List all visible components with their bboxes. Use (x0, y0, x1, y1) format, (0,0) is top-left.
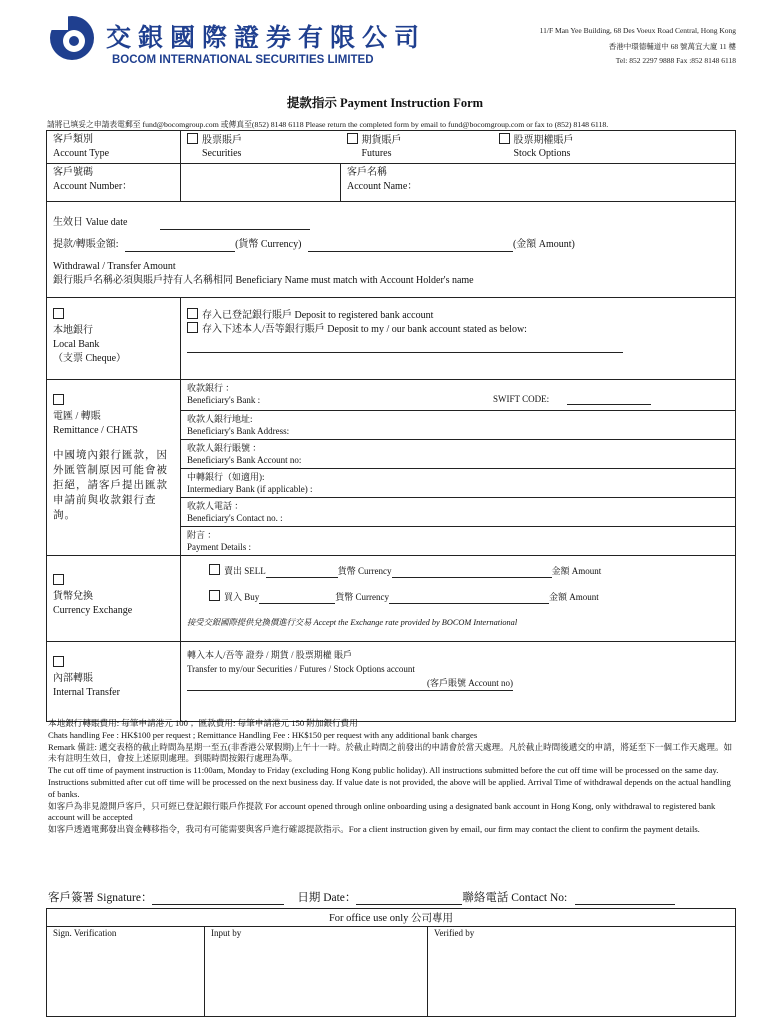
buy-currency-field[interactable] (389, 603, 549, 604)
registered-account-checkbox[interactable] (187, 308, 198, 319)
input-by-label: Input by (211, 928, 242, 938)
brand-name-english: BOCOM INTERNATIONAL SECURITIES LIMITED (112, 54, 374, 66)
email-instruction-note: 如客戶透過電郵發出資金轉移指令，我司有可能需要與客戶進行確認提款指示。For a client instruction given by email, our firm may contact the client to confirm the payment details. (48, 824, 700, 835)
sell-field[interactable] (266, 577, 338, 578)
remittance-label-cn: 電匯 / 轉賬 (53, 411, 101, 422)
stated-account-checkbox[interactable] (187, 322, 198, 333)
verified-by-label: Verified by (434, 928, 475, 938)
buy-label: 買入 Buy (224, 592, 260, 602)
currency-label: (貨幣 Currency) (235, 239, 302, 250)
buy-checkbox[interactable] (209, 590, 220, 601)
beneficiary-name-note: 銀行賬戶名稱必須與賬戶持有人名稱相同 Beneficiary Name must match with Account Holder's name (53, 275, 474, 286)
stock-options-label-en: Stock Options (513, 148, 571, 159)
payment-instruction-table (46, 130, 736, 722)
internal-account-label: (客戶賬號 Account no) (427, 676, 513, 691)
office-use-title: For office use only 公司專用 (47, 909, 736, 927)
futures-label-en: Futures (361, 148, 392, 159)
account-number-label-cn: 客戶號碼 (53, 167, 93, 178)
swift-code-field[interactable] (567, 394, 651, 405)
contact-label-en: Beneficiary's Contact no. : (187, 513, 283, 523)
amount-field[interactable] (308, 251, 513, 252)
internal-transfer-label-cn: 內部轉賬 (53, 673, 93, 684)
bocom-logo-icon (48, 14, 96, 62)
currency-field[interactable] (125, 251, 235, 252)
account-number-label-en: Account Number： (53, 181, 133, 192)
beneficiary-bank-label-cn: 收款銀行 ： (187, 383, 235, 393)
remarks-notes (48, 718, 738, 836)
accept-rate-note: 接受交銀國際提供兌換價進行交易 Accept the Exchange rate provided by BOCOM International (187, 618, 518, 627)
withdrawal-amount-label: Withdrawal / Transfer Amount (53, 261, 176, 272)
currency-exchange-label-en: Currency Exchange (53, 605, 133, 616)
currency-exchange-label-cn: 貨幣兌換 (53, 591, 93, 602)
cutoff-remark-en: The cut off time of payment instruction is 11:00am, Monday to Friday (excluding Hong Kong public holiday). All instructions submitted before the cut off time will be processed on the same day. Instructions submitted after cut off time will be processed on the next business day. If value date is not provided, the above will be applied. Arrival Time of withdrawal depends on the actual handling of banks. (48, 765, 731, 799)
contact-numbers: Tel: 852 2297 9888 Fax :852 8148 6118 (615, 56, 736, 65)
futures-label-cn: 期貨賬戶 (361, 135, 402, 146)
buy-currency-label: 貨幣 Currency (335, 592, 390, 602)
contact-label: 聯絡電話 Contact No: (462, 892, 568, 904)
buy-amount-label: 金額 Amount (549, 592, 599, 602)
securities-checkbox[interactable] (187, 133, 198, 144)
transfer-to-label-en: Transfer to my/our Securities / Futures / Stock Options account (187, 664, 415, 674)
bank-account-label-cn: 收款人銀行賬號 ： (187, 443, 262, 453)
transfer-to-label-cn: 轉入本人/吾等 證券 / 期貨 / 股票期權 賬戶 (187, 650, 353, 660)
contact-field[interactable] (575, 904, 675, 905)
sell-amount-label: 金額 Amount (551, 566, 602, 576)
sell-currency-label: 貨幣 Currency (337, 566, 392, 576)
input-by-cell (205, 927, 428, 1017)
sell-checkbox[interactable] (209, 564, 220, 575)
account-type-label-cn: 客戶類別 (53, 134, 93, 145)
account-number-field[interactable] (181, 164, 341, 202)
futures-checkbox[interactable] (347, 133, 358, 144)
local-fee-note: 本地銀行轉賬費用: 每筆申請港元 100 ；匯款費用: 每筆申請港元 150 附加銀行費用 (48, 718, 358, 728)
account-name-label-cn: 客戶名稱 (347, 167, 387, 178)
payment-details-label-cn: 附言 ： (187, 530, 217, 540)
buy-field[interactable] (259, 603, 335, 604)
chats-fee-note: Chats handling Fee : HK$100 per request ; Remittance Handling Fee : HK$150 per request with any additional bank charges (48, 729, 478, 740)
online-onboarding-note: 如客戶為非見證開戶客戶，只可經已登記銀行賬戶作提款 For account opened through online onboarding using a designated bank account in Hong Kong, only withdrawal to registered bank account will be accepted (48, 800, 716, 823)
remittance-checkbox[interactable] (53, 394, 64, 405)
stock-options-label-cn: 股票期權賬戶 (513, 135, 574, 146)
payment-details-label-en: Payment Details : (187, 542, 251, 552)
bank-account-label-en: Beneficiary's Bank Account no: (187, 455, 302, 465)
account-name-label-en: Account Name： (347, 181, 418, 192)
internal-transfer-checkbox[interactable] (53, 656, 64, 667)
bank-address-label-en: Beneficiary's Bank Address: (187, 426, 290, 436)
contact-label-cn: 收款人電話 ： (187, 501, 244, 511)
address-chinese: 香港中環德輔道中 68 號萬宜大廈 11 樓 (608, 42, 736, 51)
value-date-label: 生效日 Value date (53, 217, 128, 228)
bank-account-line-field[interactable] (187, 336, 623, 353)
signature-row (48, 889, 675, 905)
transfer-amount-label: 提款/轉賬金額: (53, 239, 119, 250)
form-title: 提款指示 Payment Instruction Form (286, 96, 484, 110)
deposit-stated-label: 存入下述本人/吾等銀行賬戶 Deposit to my / our bank account stated as below: (202, 324, 527, 335)
local-bank-checkbox[interactable] (53, 308, 64, 319)
local-bank-label-cn: 本地銀行 (53, 325, 93, 336)
amount-label: (金額 Amount) (512, 239, 575, 250)
sell-label: 賣出 SELL (224, 566, 266, 576)
submission-instruction: 請將已填妥之申請表電郵至 fund@bocomgroup.com 或傳真至(852) 8148 6118 Please return the completed form by email to fund@bocomgroup.com or fax to (852) 8148 6118. (47, 120, 609, 129)
value-date-field[interactable] (160, 229, 310, 230)
intermediary-bank-label-cn: 中轉銀行（如適用): (187, 472, 265, 482)
local-bank-label-en: Local Bank (53, 339, 100, 350)
cheque-label: （支票 Cheque） (53, 353, 127, 364)
account-type-label-en: Account Type (53, 148, 110, 159)
intermediary-bank-label-en: Intermediary Bank (if applicable) : (187, 484, 313, 494)
sign-verification-cell (47, 927, 205, 1017)
bank-address-label-cn: 收款人銀行地址: (187, 414, 253, 424)
brand-name-chinese: 交銀國際證券有限公司 (106, 23, 427, 52)
internal-transfer-label-en: Internal Transfer (53, 687, 120, 698)
swift-code-label: SWIFT CODE: (493, 394, 550, 404)
securities-label-en: Securities (202, 148, 242, 159)
beneficiary-bank-label-en: Beneficiary's Bank : (187, 395, 261, 405)
signature-field[interactable] (152, 904, 284, 905)
date-field[interactable] (356, 904, 462, 905)
currency-exchange-checkbox[interactable] (53, 574, 64, 585)
remittance-label-en: Remittance / CHATS (53, 425, 138, 436)
signature-label: 客戶簽署 Signature： (48, 892, 153, 904)
sell-currency-field[interactable] (392, 577, 552, 578)
china-remittance-warning: 中國境內銀行匯款，因外匯管制原因可能會被拒絕，請客戶提出匯款申請前與收款銀行查詢。 (53, 450, 168, 521)
office-use-table (46, 908, 736, 1017)
cutoff-remark-cn: Remark 備註: 遞交表格的截止時間為星期一至五(非香港公眾假期)上午十一時。於截止時間之前發出的申請會於當天處理。凡於截止時間後遞交的申請，將延至下一個工作天處理。如未有註明生效日，會按上述原則處理。到賬時間按銀行處理為準。 (48, 741, 733, 764)
sign-verification-label: Sign. Verification (53, 928, 117, 938)
address-english: 11/F Man Yee Building, 68 Des Voeux Road Central, Hong Kong (539, 26, 736, 35)
stock-options-checkbox[interactable] (499, 133, 510, 144)
verified-by-cell (428, 927, 736, 1017)
deposit-registered-label: 存入已登記銀行賬戶 Deposit to registered bank account (202, 310, 434, 321)
date-label: 日期 Date： (297, 892, 357, 904)
internal-account-field[interactable] (187, 678, 427, 691)
securities-label-cn: 股票賬戶 (202, 135, 242, 146)
